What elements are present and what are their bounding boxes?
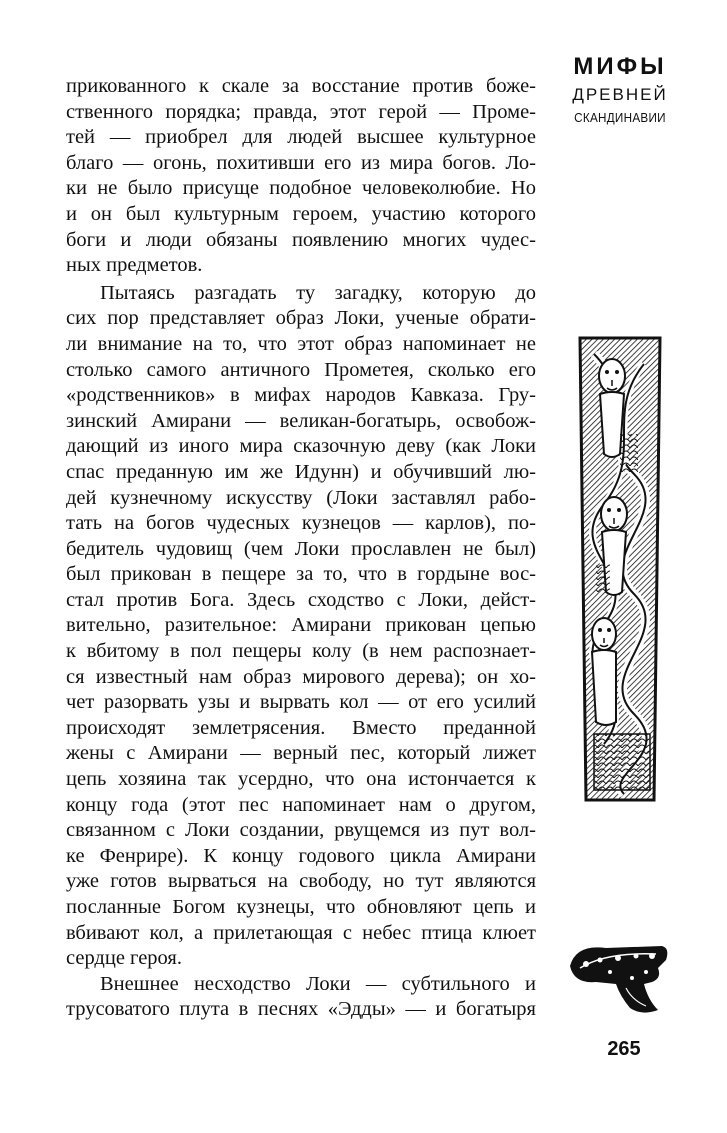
text-line: жены с Амирани — верный пес, который лижет: [66, 742, 536, 765]
text-line: ки не было присуще подобное человеколюбие. Но: [66, 177, 536, 200]
sword-hilt-icon: [566, 938, 672, 1018]
text-line: зинский Амирани — великан-богатырь, освобож-: [66, 409, 536, 432]
carved-panel-icon: [574, 334, 664, 804]
text-line: тей — приобрел для людей высшее культурное: [66, 126, 536, 149]
text-line: цепь хозяина так усердно, что она истончается к: [66, 768, 536, 791]
text-line: сих пор представляет образ Локи, ученые обрати-: [66, 307, 536, 330]
text-line: ся известный нам образ мирового дерева); он хо-: [66, 665, 536, 688]
running-head-line2: ДРЕВНЕЙ: [572, 85, 668, 104]
text-line: трусоватого плута в песнях «Эдды» — и богатыря: [66, 998, 536, 1021]
text-line: ственного порядка; правда, этот герой — Проме-: [66, 100, 536, 123]
text-line: спас преданную им же Идунн) и обучивший лю-: [66, 460, 536, 483]
page-number: 265: [607, 1038, 641, 1060]
text-line: прикованного к скале за восстание против боже-: [66, 75, 536, 97]
text-line: тать на богов чудесных кузнецов — карлов), по-: [66, 512, 536, 535]
text-line: к вбитому в пол пещеры колу (в нем распознает-: [66, 640, 536, 663]
text-line: был прикован в пещере за то, что в гордыне вос-: [66, 563, 536, 586]
text-line: ке Фенрире). К концу годового цикла Амирани: [66, 844, 536, 867]
running-head-line1: МИФЫ: [573, 53, 667, 80]
text-line: Пытаясь разгадать ту загадку, которую до: [100, 281, 536, 304]
text-line: столько самого античного Прометея, сколько его: [66, 358, 536, 381]
text-line: концу года (этот пес напоминает нам о другом,: [66, 793, 536, 816]
text-line: и он был культурным героем, участию которого: [66, 202, 536, 225]
text-line: уже готов вырваться на свободу, но тут являются: [66, 870, 536, 893]
paragraph: [66, 972, 536, 1023]
text-line: происходят землетрясения. Вместо преданной: [66, 716, 536, 739]
text-line: посланные Богом кузнецы, что обновляют цепь и: [66, 896, 536, 918]
paragraph: [66, 74, 536, 279]
running-head-line3: СКАНДИНАВИИ: [574, 110, 666, 125]
text-line: стал против Бога. Здесь сходство с Локи, дейст-: [66, 588, 536, 611]
text-line: ли внимание на то, что этот образ напоминает не: [66, 332, 536, 355]
text-line: ных предметов.: [66, 254, 203, 277]
text-line: бедитель чудовищ (чем Локи прославлен не был): [66, 537, 536, 560]
text-line: связанном с Локи создании, рвущемся из пут вол-: [66, 819, 536, 842]
text-line: вбивают кол, а прилетающая с небес птица клюет: [66, 921, 536, 944]
running-head: [560, 52, 680, 128]
body-text: [66, 74, 536, 1023]
text-line: дающий из иного мира сказочную деву (как Локи: [66, 435, 536, 458]
text-line: Внешнее несходство Локи — субтильного и: [100, 972, 536, 995]
text-line: вительно, разительное: Амирани прикован цепью: [66, 614, 536, 637]
text-line: чет разорвать узы и вырвать кол — от его усилий: [66, 691, 536, 714]
text-line: сердце героя.: [66, 947, 182, 970]
paragraph: [66, 281, 536, 972]
text-line: дей кузнечному искусству (Локи заставлял рабо-: [66, 486, 536, 509]
text-line: благо — огонь, похитивши его из мира богов. Ло-: [66, 151, 536, 174]
text-line: боги и люди обязаны появлению многих чудес-: [66, 228, 536, 251]
text-line: «родственников» в мифах народов Кавказа. Гру-: [66, 384, 536, 407]
